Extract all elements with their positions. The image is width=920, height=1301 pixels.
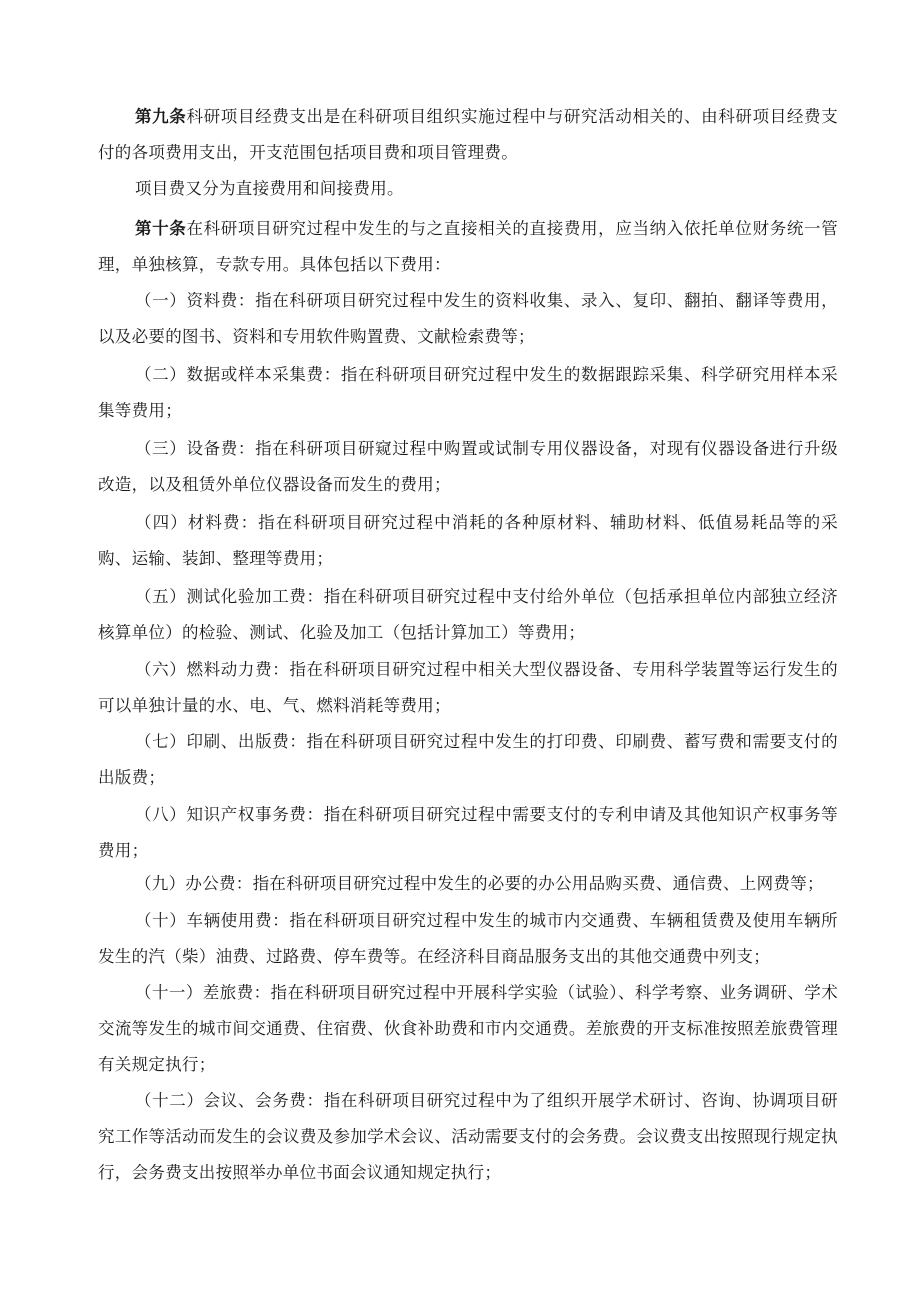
item-6-fuel-power: （六）燃料动力费：指在科研项目研究过程中相关大型仪器设备、专用科学装置等运行发生的可以单独计量的水、电、气、燃料消耗等费用；: [98, 660, 838, 715]
item-12-meetings: （十二）会议、会务费：指在科研项目研究过程中为了组织开展学术研讨、咨询、协调项目研究工作等活动而发生的会议费及参加学术会议、活动需要支付的会务费。会议费支出按照现行规定执行，会务费支出按照举办单位书面会议通知规定执行；: [98, 1091, 838, 1182]
item-7-printing: （七）印刷、出版费：指在科研项目研究过程中发生的打印费、印刷费、蓄写费和需要支付的出版费；: [98, 732, 838, 787]
item-8-ip-affairs: （八）知识产权事务费：指在科研项目研究过程中需要支付的专利申请及其他知识产权事务等费用；: [98, 805, 838, 860]
item-5-testing: （五）测试化验加工费：指在科研项目研究过程中支付给外单位（包括承担单位内部独立经济核算单位）的检验、测试、化验及加工（包括计算加工）等费用；: [98, 587, 838, 642]
article-9-text: 科研项目经费支出是在科研项目组织实施过程中与研究活动相关的、由科研项目经费支付的各项费用支出，开支范围包括项目费和项目管理费。: [98, 107, 838, 162]
item-1-materials: （一）资料费：指在科研项目研究过程中发生的资料收集、录入、复印、翻拍、翻译等费用，以及必要的图书、资料和专用软件购置费、文献检索费等；: [98, 291, 838, 346]
article-9-heading: 第九条: [135, 107, 187, 126]
item-4-supplies: （四）材料费：指在科研项目研究过程中消耗的各种原材料、辅助材料、低值易耗品等的采购、运输、装卸、整理等费用；: [98, 513, 838, 568]
project-fee-note: 项目费又分为直接费用和间接费用。: [135, 179, 404, 198]
article-9-paragraph: [98, 99, 838, 171]
item-9-office: （九）办公费：指在科研项目研究过程中发生的必要的办公用品购买费、通信费、上网费等；: [135, 874, 824, 893]
item-11-travel: （十一）差旅费：指在科研项目研究过程中开展科学实验（试验）、科学考察、业务调研、学术交流等发生的城市间交通费、住宿费、伙食补助费和市内交通费。差旅费的开支标准按照差旅费管理有关规定执行；: [98, 983, 838, 1074]
article-10-text: 在科研项目研究过程中发生的与之直接相关的直接费用，应当纳入依托单位财务统一管理，单独核算，专款专用。具体包括以下费用：: [98, 219, 838, 274]
item-3-equipment: （三）设备费：指在科研项目研窥过程中购置或试制专用仪器设备，对现有仪器设备进行升级改造，以及租赁外单位仪器设备而发生的费用；: [98, 439, 838, 494]
article-10-heading: 第十条: [135, 219, 187, 238]
article-10-paragraph: [98, 211, 838, 283]
item-2-data-collection: （二）数据或样本采集费：指在科研项目研究过程中发生的数据跟踪采集、科学研究用样本采集等费用；: [98, 365, 838, 420]
item-10-vehicle: （十）车辆使用费：指在科研项目研究过程中发生的城市内交通费、车辆租赁费及使用车辆所发生的汽（柴）油费、过路费、停车费等。在经济科目商品服务支出的其他交通费中列支；: [98, 911, 838, 966]
